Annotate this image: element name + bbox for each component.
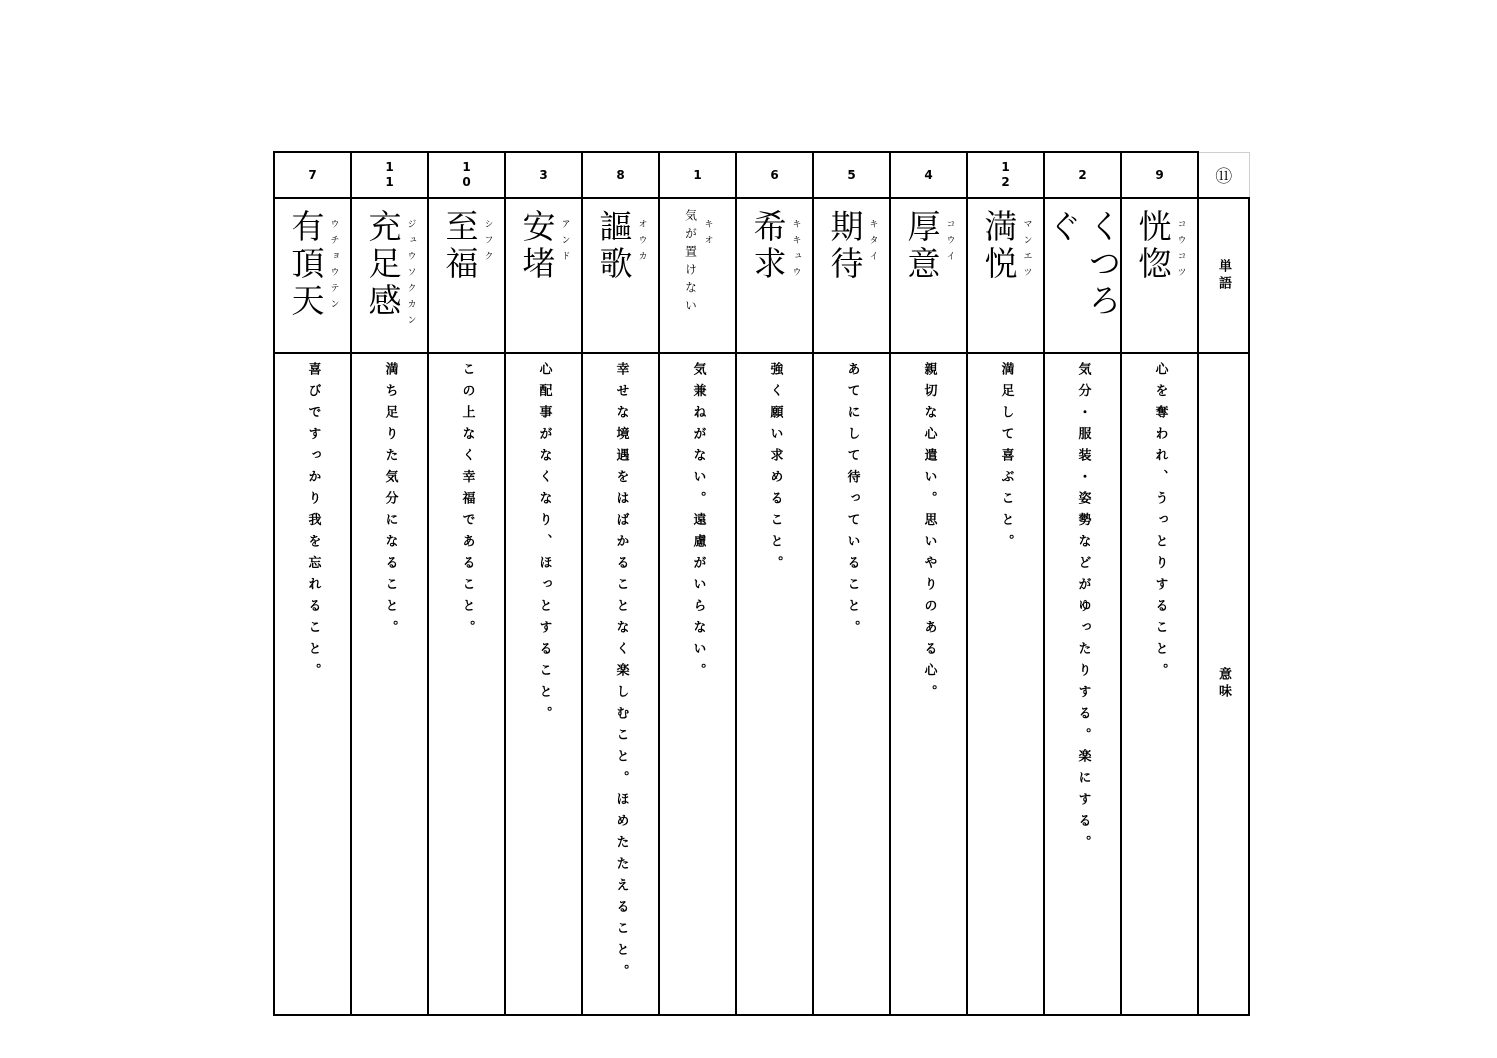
meaning-row-label: 意味 (1216, 667, 1231, 701)
vocab-word: 至福 (440, 209, 480, 283)
vocab-meaning: 気兼ねがない。遠慮がいらない。 (690, 362, 706, 685)
vocabulary-sheet (273, 151, 1248, 1015)
meaning-cell (1121, 353, 1198, 1015)
column-number (1045, 168, 1120, 183)
word-cell (1044, 198, 1121, 353)
column-number-digit: 7 (308, 167, 317, 182)
vocab-word: 謳歌 (594, 209, 634, 283)
vocab-reading: コウイ (944, 219, 955, 267)
vocab-reading: ウチョウテン (328, 219, 339, 315)
column-number (506, 168, 581, 183)
meaning-cell (274, 353, 351, 1015)
vocab-meaning: 満足して喜ぶこと。 (998, 362, 1014, 556)
word-cell (274, 198, 351, 353)
vocab-word: 充足感 (363, 209, 403, 320)
vocab-reading: オウカ (636, 219, 647, 267)
column-number-cell (274, 152, 351, 198)
vocabulary-table (273, 151, 1250, 1016)
column-number-cell (659, 152, 736, 198)
meaning-cell (813, 353, 890, 1015)
vocab-word: 厚意 (902, 209, 942, 283)
column-number-cell (582, 152, 659, 198)
section-number: ⑪ (1215, 167, 1233, 188)
word-cell (659, 198, 736, 353)
vocab-word: 有頂天 (286, 209, 326, 320)
column-number-digit: 3 (539, 167, 548, 182)
column-number-digit: 1 (693, 167, 702, 182)
word-row-label: 単語 (1216, 258, 1231, 293)
word-row (274, 198, 1249, 353)
column-number-cell (505, 152, 582, 198)
word-cell (890, 198, 967, 353)
vocab-reading: キキュウ (790, 219, 801, 283)
corner-cell (1198, 152, 1249, 198)
column-number-digit: 9 (1155, 167, 1164, 182)
vocab-meaning: 心を奪われ、うっとりすること。 (1152, 362, 1168, 685)
column-number (583, 168, 658, 183)
vocab-word: くつろぐ (1043, 209, 1123, 320)
vocab-word: 気が置けない (683, 209, 698, 317)
vocab-meaning: 親切な心遣い。思いやりのある心。 (921, 362, 937, 706)
column-number (429, 160, 504, 190)
column-number-cell (428, 152, 505, 198)
vocab-reading: アンド (559, 219, 570, 267)
vocab-word: 満悦 (979, 209, 1019, 283)
vocab-meaning: 強く願い求めること。 (767, 362, 783, 577)
vocab-reading: キタイ (867, 219, 878, 267)
word-cell (428, 198, 505, 353)
column-number-cell (736, 152, 813, 198)
column-number (814, 168, 889, 183)
meaning-cell (1044, 353, 1121, 1015)
vocab-reading: コウコツ (1175, 219, 1186, 283)
vocab-word: 希求 (748, 209, 788, 283)
column-number (660, 168, 735, 183)
number-row (274, 152, 1249, 198)
meaning-cell (967, 353, 1044, 1015)
column-number-cell (1044, 152, 1121, 198)
meaning-cell (351, 353, 428, 1015)
column-number-digit: 6 (770, 167, 779, 182)
column-number-digit: 1 (385, 160, 394, 174)
vocab-meaning: あてにして待っていること。 (844, 362, 860, 642)
column-number-cell (351, 152, 428, 198)
column-number-digit: 5 (847, 167, 856, 182)
column-number (737, 168, 812, 183)
vocab-reading: マンエツ (1021, 219, 1032, 283)
word-cell (736, 198, 813, 353)
column-number-digit: 8 (616, 167, 625, 182)
column-number-cell (813, 152, 890, 198)
meaning-cell (659, 353, 736, 1015)
meaning-cell (736, 353, 813, 1015)
word-label-cell (1198, 198, 1249, 353)
column-number-digit: 1 (385, 175, 394, 189)
vocab-meaning: 心配事がなくなり、ほっとすること。 (536, 362, 552, 728)
column-number-cell (890, 152, 967, 198)
column-number (1122, 168, 1197, 183)
column-number-digit: 1 (1001, 160, 1010, 174)
column-number-digit: 0 (462, 175, 471, 189)
word-cell (813, 198, 890, 353)
vocab-meaning: 満ち足りた気分になること。 (382, 362, 398, 642)
meaning-cell (505, 353, 582, 1015)
column-number (968, 160, 1043, 190)
vocab-meaning: 気分・服装・姿勢などがゆったりする。楽にする。 (1075, 362, 1091, 857)
column-number-digit: 2 (1078, 167, 1087, 182)
word-cell (582, 198, 659, 353)
column-number-cell (967, 152, 1044, 198)
column-number (352, 160, 427, 190)
vocab-reading: ジュウソクカン (405, 219, 416, 331)
vocab-word: 期待 (825, 209, 865, 283)
vocab-meaning: この上なく幸福であること。 (459, 362, 475, 642)
word-cell (505, 198, 582, 353)
vocab-meaning: 幸せな境遇をはばかることなく楽しむこと。ほめたたえること。 (613, 362, 629, 986)
word-cell (351, 198, 428, 353)
vocab-word: 安堵 (517, 209, 557, 283)
column-number (275, 168, 350, 183)
column-number-digit: 2 (1001, 175, 1010, 189)
meaning-cell (428, 353, 505, 1015)
meaning-cell (890, 353, 967, 1015)
vocab-word: 恍惚 (1133, 209, 1173, 283)
column-number-digit: 1 (462, 160, 471, 174)
meaning-cell (582, 353, 659, 1015)
vocab-reading: キオ (702, 219, 713, 251)
word-cell (967, 198, 1044, 353)
vocab-meaning: 喜びですっかり我を忘れること。 (305, 362, 321, 685)
word-cell (1121, 198, 1198, 353)
column-number-cell (1121, 152, 1198, 198)
meaning-label-cell (1198, 353, 1249, 1015)
meaning-row (274, 353, 1249, 1015)
column-number-digit: 4 (924, 167, 933, 182)
vocab-reading: シフク (482, 219, 493, 267)
column-number (891, 168, 966, 183)
